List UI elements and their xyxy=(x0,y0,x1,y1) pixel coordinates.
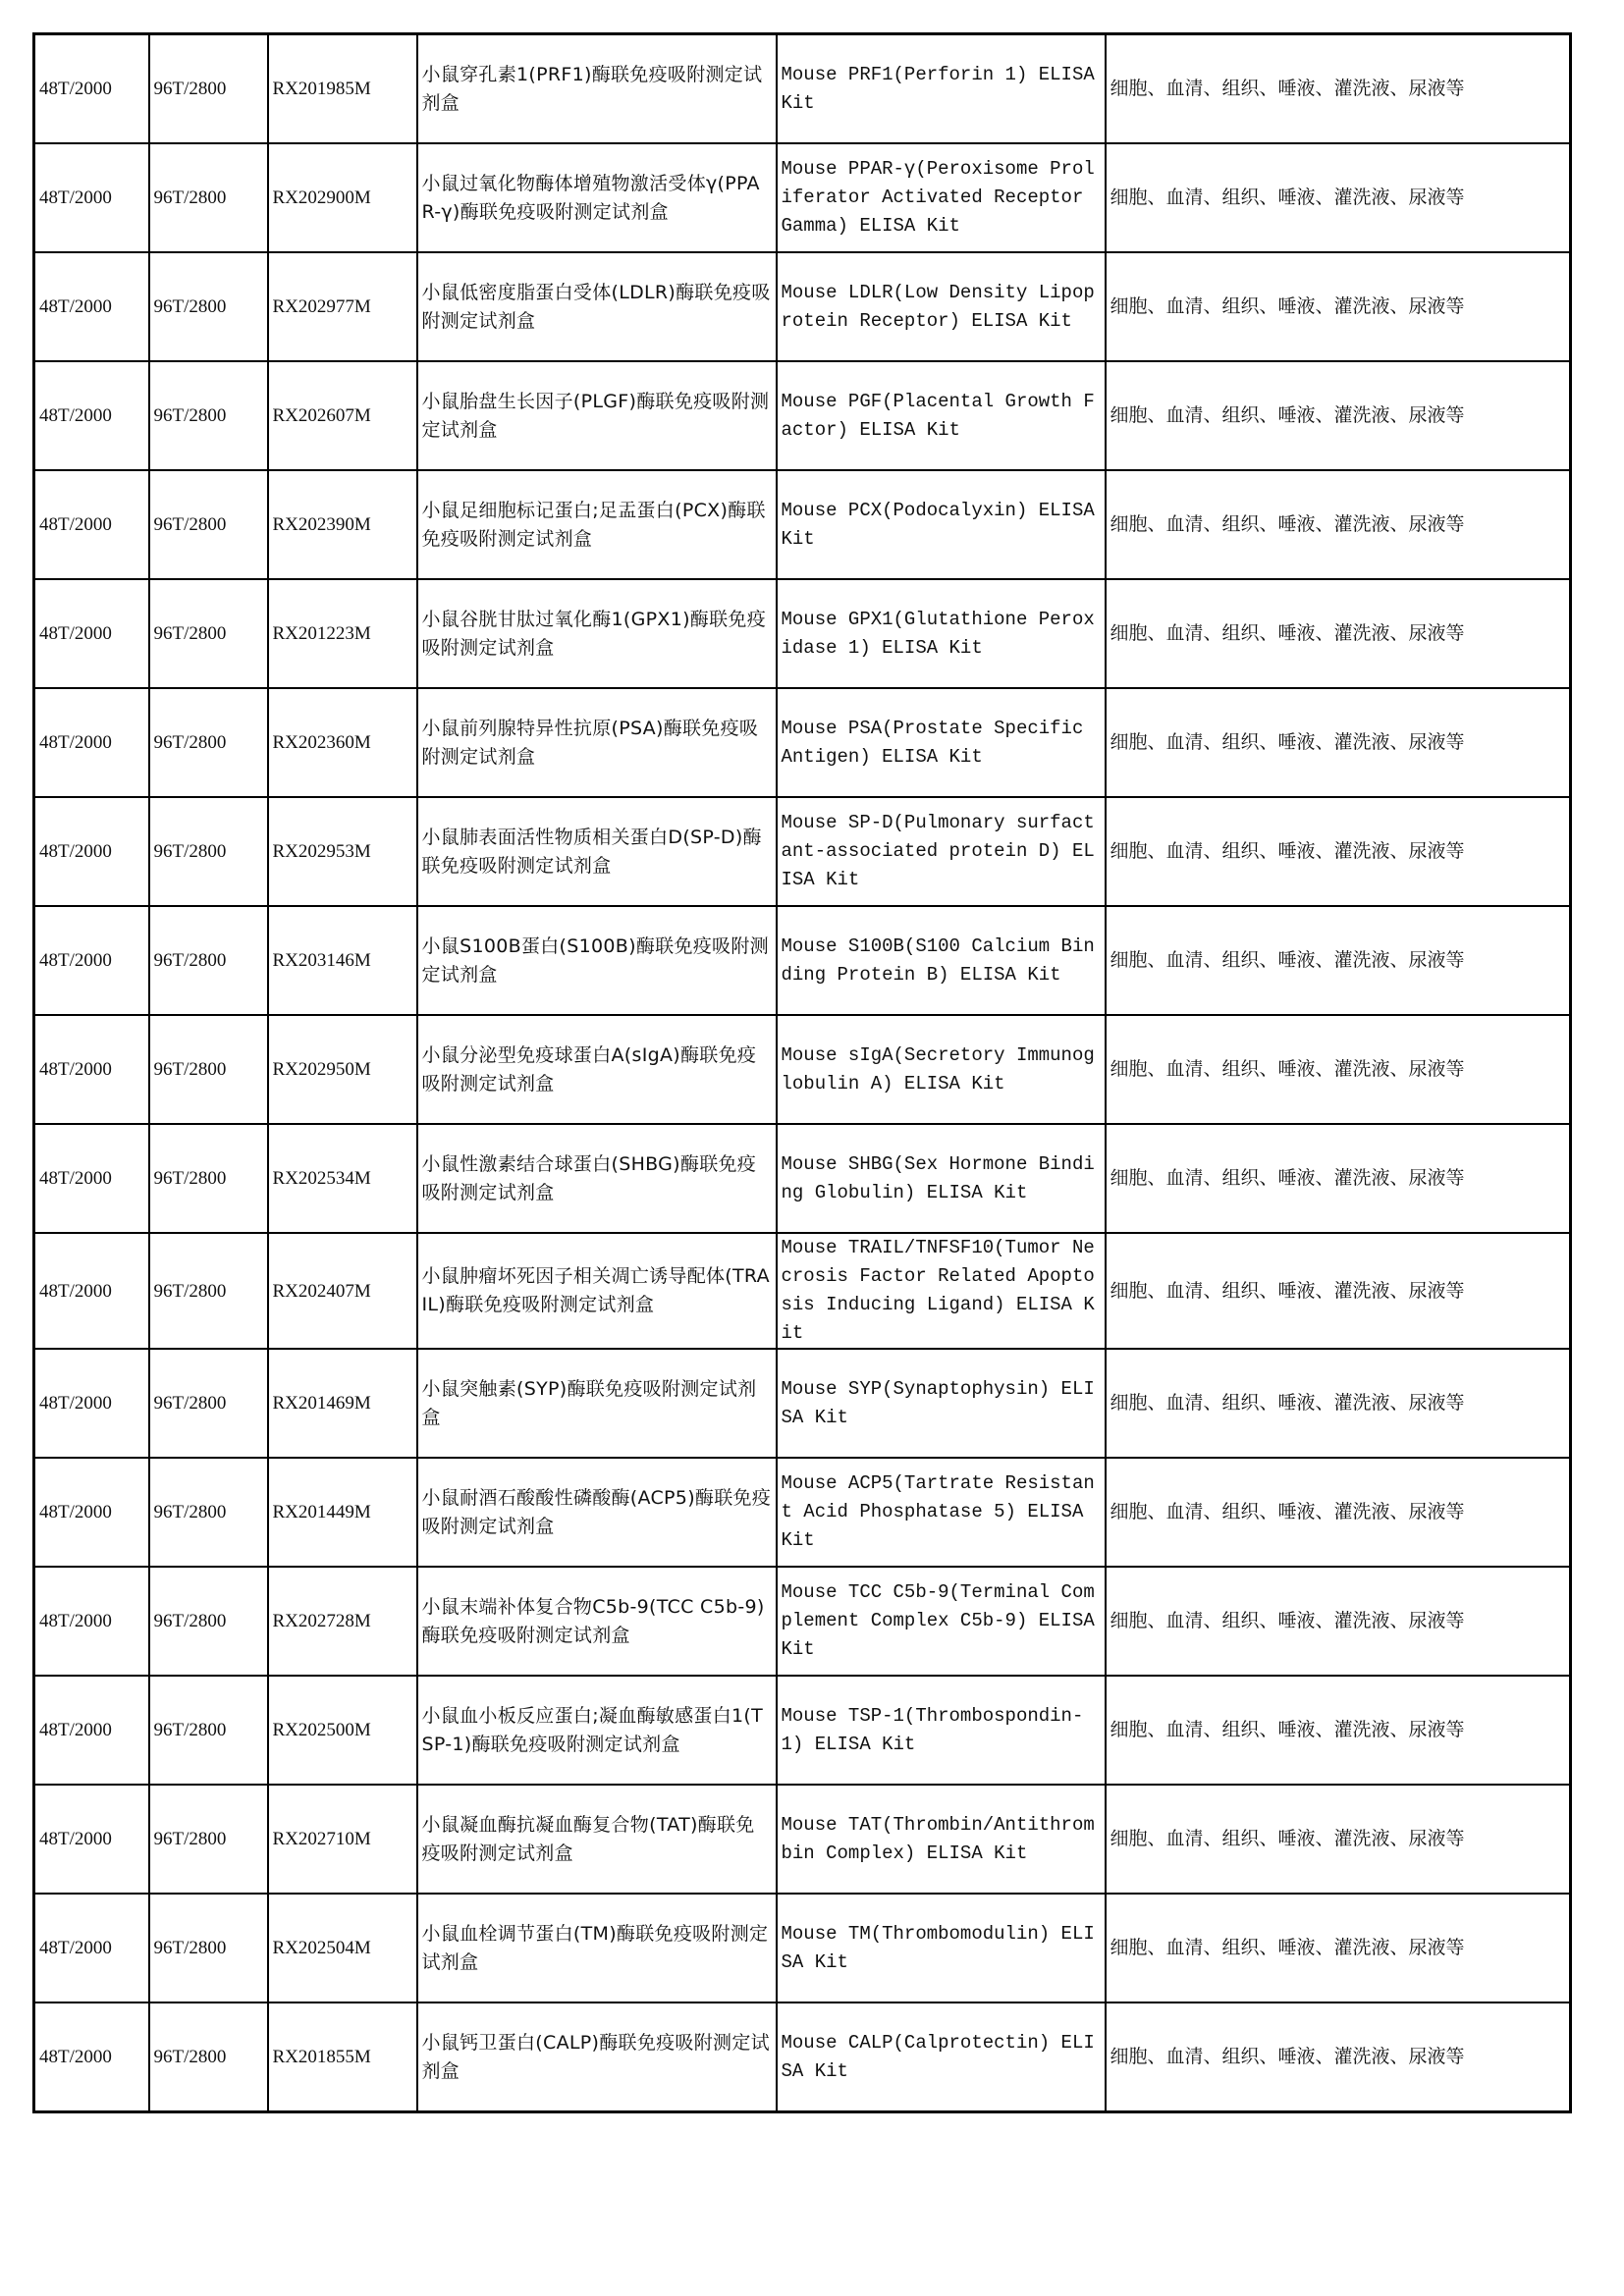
catalog-code-cell: RX202360M xyxy=(268,688,417,797)
table-row xyxy=(34,797,1571,906)
table-row xyxy=(34,906,1571,1015)
sample-types-cell: 细胞、血清、组织、唾液、灌洗液、尿液等 xyxy=(1106,1349,1571,1458)
product-name-en-cell: Mouse S100B(S100 Calcium Binding Protein B) ELISA Kit xyxy=(777,906,1106,1015)
table-row xyxy=(34,1785,1571,1894)
sample-types-cell: 细胞、血清、组织、唾液、灌洗液、尿液等 xyxy=(1106,688,1571,797)
product-name-cn-cell: 小鼠耐酒石酸酸性磷酸酶(ACP5)酶联免疫吸附测定试剂盒 xyxy=(417,1458,777,1567)
table-row xyxy=(34,1124,1571,1233)
catalog-code-cell: RX202728M xyxy=(268,1567,417,1676)
table-row xyxy=(34,1458,1571,1567)
product-name-en-cell: Mouse TM(Thrombomodulin) ELISA Kit xyxy=(777,1894,1106,2002)
price-96t-cell: 96T/2800 xyxy=(149,1349,268,1458)
table-body xyxy=(34,34,1571,2112)
product-name-en-cell: Mouse SHBG(Sex Hormone Binding Globulin) ELISA Kit xyxy=(777,1124,1106,1233)
catalog-code-cell: RX202407M xyxy=(268,1233,417,1349)
table-row xyxy=(34,1233,1571,1349)
sample-types-cell: 细胞、血清、组织、唾液、灌洗液、尿液等 xyxy=(1106,1676,1571,1785)
product-name-en-cell: Mouse PRF1(Perforin 1) ELISA Kit xyxy=(777,34,1106,144)
catalog-code-cell: RX202607M xyxy=(268,361,417,470)
table-row xyxy=(34,1894,1571,2002)
sample-types-cell: 细胞、血清、组织、唾液、灌洗液、尿液等 xyxy=(1106,361,1571,470)
product-name-en-cell: Mouse sIgA(Secretory Immunoglobulin A) ELISA Kit xyxy=(777,1015,1106,1124)
catalog-code-cell: RX202390M xyxy=(268,470,417,579)
price-48t-cell: 48T/2000 xyxy=(34,470,149,579)
sample-types-cell: 细胞、血清、组织、唾液、灌洗液、尿液等 xyxy=(1106,34,1571,144)
price-48t-cell: 48T/2000 xyxy=(34,1349,149,1458)
catalog-code-cell: RX202953M xyxy=(268,797,417,906)
product-name-cn-cell: 小鼠S100B蛋白(S100B)酶联免疫吸附测定试剂盒 xyxy=(417,906,777,1015)
product-name-en-cell: Mouse TRAIL/TNFSF10(Tumor Necrosis Factor Related Apoptosis Inducing Ligand) ELISA Kit xyxy=(777,1233,1106,1349)
price-96t-cell: 96T/2800 xyxy=(149,1458,268,1567)
price-96t-cell: 96T/2800 xyxy=(149,1233,268,1349)
price-48t-cell: 48T/2000 xyxy=(34,1676,149,1785)
product-name-cn-cell: 小鼠前列腺特异性抗原(PSA)酶联免疫吸附测定试剂盒 xyxy=(417,688,777,797)
price-48t-cell: 48T/2000 xyxy=(34,1015,149,1124)
sample-types-cell: 细胞、血清、组织、唾液、灌洗液、尿液等 xyxy=(1106,579,1571,688)
product-name-en-cell: Mouse TSP-1(Thrombospondin-1) ELISA Kit xyxy=(777,1676,1106,1785)
price-48t-cell: 48T/2000 xyxy=(34,1785,149,1894)
product-name-en-cell: Mouse PPAR-γ(Peroxisome Proliferator Activated Receptor Gamma) ELISA Kit xyxy=(777,143,1106,252)
sample-types-cell: 细胞、血清、组织、唾液、灌洗液、尿液等 xyxy=(1106,1015,1571,1124)
product-name-en-cell: Mouse CALP(Calprotectin) ELISA Kit xyxy=(777,2002,1106,2112)
sample-types-cell: 细胞、血清、组织、唾液、灌洗液、尿液等 xyxy=(1106,1785,1571,1894)
price-96t-cell: 96T/2800 xyxy=(149,1567,268,1676)
catalog-code-cell: RX201449M xyxy=(268,1458,417,1567)
product-name-cn-cell: 小鼠性激素结合球蛋白(SHBG)酶联免疫吸附测定试剂盒 xyxy=(417,1124,777,1233)
price-96t-cell: 96T/2800 xyxy=(149,1894,268,2002)
price-48t-cell: 48T/2000 xyxy=(34,143,149,252)
catalog-code-cell: RX201985M xyxy=(268,34,417,144)
catalog-code-cell: RX202710M xyxy=(268,1785,417,1894)
product-name-en-cell: Mouse PSA(Prostate Specific Antigen) ELISA Kit xyxy=(777,688,1106,797)
table-row xyxy=(34,143,1571,252)
product-name-cn-cell: 小鼠分泌型免疫球蛋白A(sIgA)酶联免疫吸附测定试剂盒 xyxy=(417,1015,777,1124)
product-table xyxy=(32,32,1572,2113)
product-name-cn-cell: 小鼠过氧化物酶体增殖物激活受体γ(PPAR-γ)酶联免疫吸附测定试剂盒 xyxy=(417,143,777,252)
sample-types-cell: 细胞、血清、组织、唾液、灌洗液、尿液等 xyxy=(1106,2002,1571,2112)
sample-types-cell: 细胞、血清、组织、唾液、灌洗液、尿液等 xyxy=(1106,1567,1571,1676)
price-48t-cell: 48T/2000 xyxy=(34,1894,149,2002)
price-48t-cell: 48T/2000 xyxy=(34,1567,149,1676)
product-name-cn-cell: 小鼠末端补体复合物C5b-9(TCC C5b-9)酶联免疫吸附测定试剂盒 xyxy=(417,1567,777,1676)
product-name-cn-cell: 小鼠谷胱甘肽过氧化酶1(GPX1)酶联免疫吸附测定试剂盒 xyxy=(417,579,777,688)
price-96t-cell: 96T/2800 xyxy=(149,252,268,361)
price-48t-cell: 48T/2000 xyxy=(34,1233,149,1349)
catalog-code-cell: RX202500M xyxy=(268,1676,417,1785)
sample-types-cell: 细胞、血清、组织、唾液、灌洗液、尿液等 xyxy=(1106,906,1571,1015)
price-96t-cell: 96T/2800 xyxy=(149,470,268,579)
document-page xyxy=(32,32,1569,2113)
table-row xyxy=(34,34,1571,144)
product-name-cn-cell: 小鼠钙卫蛋白(CALP)酶联免疫吸附测定试剂盒 xyxy=(417,2002,777,2112)
price-96t-cell: 96T/2800 xyxy=(149,797,268,906)
price-96t-cell: 96T/2800 xyxy=(149,143,268,252)
sample-types-cell: 细胞、血清、组织、唾液、灌洗液、尿液等 xyxy=(1106,143,1571,252)
sample-types-cell: 细胞、血清、组织、唾液、灌洗液、尿液等 xyxy=(1106,470,1571,579)
sample-types-cell: 细胞、血清、组织、唾液、灌洗液、尿液等 xyxy=(1106,797,1571,906)
product-name-cn-cell: 小鼠突触素(SYP)酶联免疫吸附测定试剂盒 xyxy=(417,1349,777,1458)
price-96t-cell: 96T/2800 xyxy=(149,1785,268,1894)
sample-types-cell: 细胞、血清、组织、唾液、灌洗液、尿液等 xyxy=(1106,1124,1571,1233)
price-96t-cell: 96T/2800 xyxy=(149,1676,268,1785)
product-name-cn-cell: 小鼠凝血酶抗凝血酶复合物(TAT)酶联免疫吸附测定试剂盒 xyxy=(417,1785,777,1894)
price-48t-cell: 48T/2000 xyxy=(34,361,149,470)
price-48t-cell: 48T/2000 xyxy=(34,579,149,688)
product-name-en-cell: Mouse SYP(Synaptophysin) ELISA Kit xyxy=(777,1349,1106,1458)
price-96t-cell: 96T/2800 xyxy=(149,1124,268,1233)
price-96t-cell: 96T/2800 xyxy=(149,906,268,1015)
product-name-cn-cell: 小鼠肺表面活性物质相关蛋白D(SP-D)酶联免疫吸附测定试剂盒 xyxy=(417,797,777,906)
table-row xyxy=(34,2002,1571,2112)
catalog-code-cell: RX202504M xyxy=(268,1894,417,2002)
product-name-cn-cell: 小鼠胎盘生长因子(PLGF)酶联免疫吸附测定试剂盒 xyxy=(417,361,777,470)
price-96t-cell: 96T/2800 xyxy=(149,579,268,688)
price-48t-cell: 48T/2000 xyxy=(34,252,149,361)
catalog-code-cell: RX201855M xyxy=(268,2002,417,2112)
price-48t-cell: 48T/2000 xyxy=(34,2002,149,2112)
product-name-cn-cell: 小鼠低密度脂蛋白受体(LDLR)酶联免疫吸附测定试剂盒 xyxy=(417,252,777,361)
product-name-en-cell: Mouse ACP5(Tartrate Resistant Acid Phosphatase 5) ELISA Kit xyxy=(777,1458,1106,1567)
catalog-code-cell: RX202900M xyxy=(268,143,417,252)
price-48t-cell: 48T/2000 xyxy=(34,34,149,144)
sample-types-cell: 细胞、血清、组织、唾液、灌洗液、尿液等 xyxy=(1106,252,1571,361)
price-96t-cell: 96T/2800 xyxy=(149,688,268,797)
sample-types-cell: 细胞、血清、组织、唾液、灌洗液、尿液等 xyxy=(1106,1458,1571,1567)
price-96t-cell: 96T/2800 xyxy=(149,2002,268,2112)
product-name-en-cell: Mouse SP-D(Pulmonary surfactant-associated protein D) ELISA Kit xyxy=(777,797,1106,906)
table-row xyxy=(34,361,1571,470)
sample-types-cell: 细胞、血清、组织、唾液、灌洗液、尿液等 xyxy=(1106,1233,1571,1349)
product-name-cn-cell: 小鼠穿孔素1(PRF1)酶联免疫吸附测定试剂盒 xyxy=(417,34,777,144)
price-96t-cell: 96T/2800 xyxy=(149,361,268,470)
table-row xyxy=(34,579,1571,688)
price-48t-cell: 48T/2000 xyxy=(34,906,149,1015)
product-name-en-cell: Mouse PGF(Placental Growth Factor) ELISA Kit xyxy=(777,361,1106,470)
product-name-en-cell: Mouse GPX1(Glutathione Peroxidase 1) ELISA Kit xyxy=(777,579,1106,688)
product-name-en-cell: Mouse LDLR(Low Density Lipoprotein Receptor) ELISA Kit xyxy=(777,252,1106,361)
catalog-code-cell: RX201469M xyxy=(268,1349,417,1458)
table-row xyxy=(34,1567,1571,1676)
price-48t-cell: 48T/2000 xyxy=(34,797,149,906)
catalog-code-cell: RX202534M xyxy=(268,1124,417,1233)
product-name-en-cell: Mouse TCC C5b-9(Terminal Complement Complex C5b-9) ELISA Kit xyxy=(777,1567,1106,1676)
price-48t-cell: 48T/2000 xyxy=(34,1458,149,1567)
price-48t-cell: 48T/2000 xyxy=(34,688,149,797)
product-name-en-cell: Mouse PCX(Podocalyxin) ELISA Kit xyxy=(777,470,1106,579)
price-48t-cell: 48T/2000 xyxy=(34,1124,149,1233)
sample-types-cell: 细胞、血清、组织、唾液、灌洗液、尿液等 xyxy=(1106,1894,1571,2002)
catalog-code-cell: RX201223M xyxy=(268,579,417,688)
catalog-code-cell: RX203146M xyxy=(268,906,417,1015)
product-name-cn-cell: 小鼠血小板反应蛋白;凝血酶敏感蛋白1(TSP-1)酶联免疫吸附测定试剂盒 xyxy=(417,1676,777,1785)
table-row xyxy=(34,688,1571,797)
product-name-cn-cell: 小鼠肿瘤坏死因子相关凋亡诱导配体(TRAIL)酶联免疫吸附测定试剂盒 xyxy=(417,1233,777,1349)
table-row xyxy=(34,1349,1571,1458)
price-96t-cell: 96T/2800 xyxy=(149,1015,268,1124)
product-name-cn-cell: 小鼠血栓调节蛋白(TM)酶联免疫吸附测定试剂盒 xyxy=(417,1894,777,2002)
catalog-code-cell: RX202950M xyxy=(268,1015,417,1124)
table-row xyxy=(34,470,1571,579)
price-96t-cell: 96T/2800 xyxy=(149,34,268,144)
catalog-code-cell: RX202977M xyxy=(268,252,417,361)
product-name-cn-cell: 小鼠足细胞标记蛋白;足盂蛋白(PCX)酶联免疫吸附测定试剂盒 xyxy=(417,470,777,579)
product-name-en-cell: Mouse TAT(Thrombin/Antithrombin Complex) ELISA Kit xyxy=(777,1785,1106,1894)
table-row xyxy=(34,1676,1571,1785)
table-row xyxy=(34,1015,1571,1124)
table-row xyxy=(34,252,1571,361)
